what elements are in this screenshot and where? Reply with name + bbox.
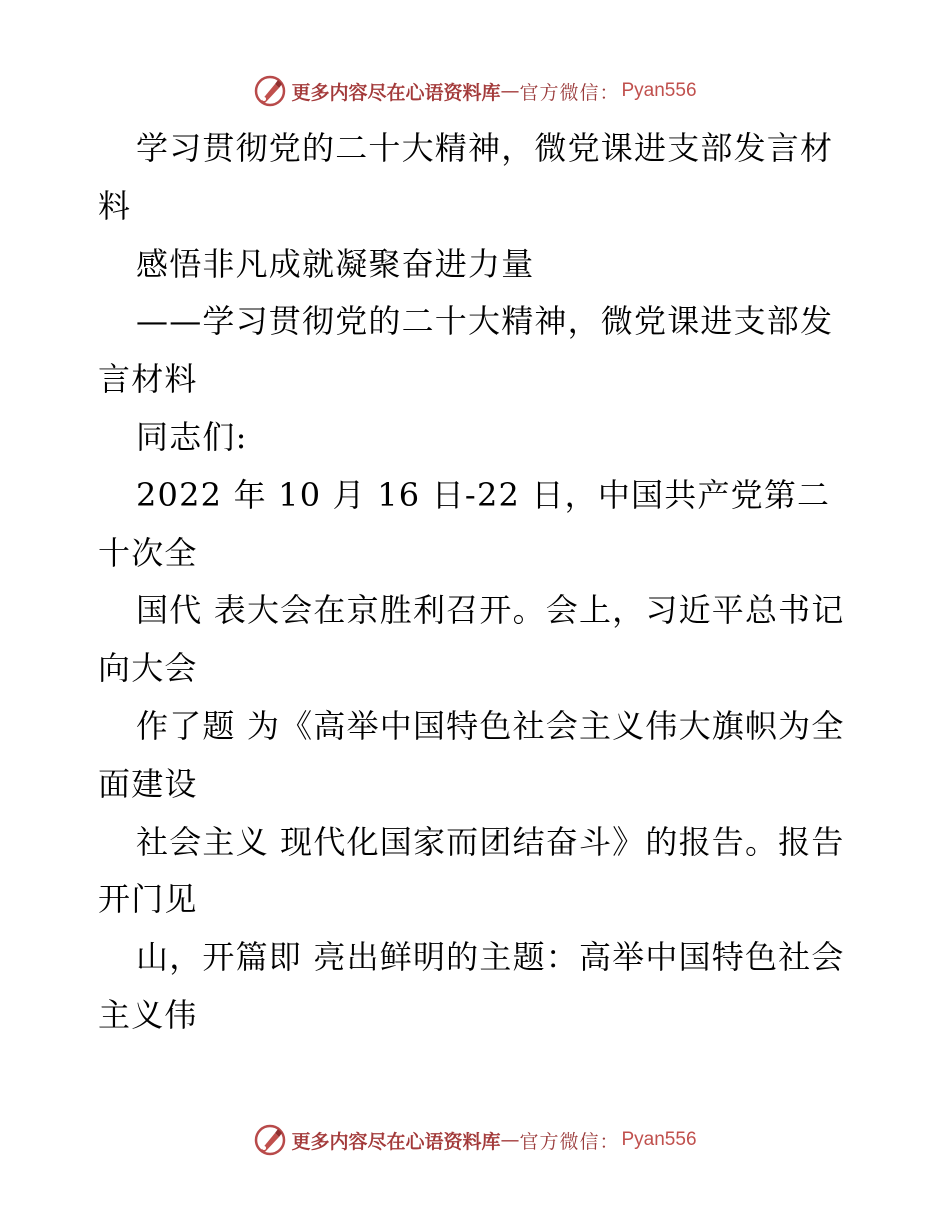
pen-nib-logo-icon xyxy=(253,1123,287,1157)
document-body xyxy=(98,120,858,1045)
banner-wechat-handle: Pyan556 xyxy=(621,1129,697,1150)
footer-banner xyxy=(0,1120,950,1160)
doc-salutation: 同志们: xyxy=(136,417,248,456)
doc-paragraph: 2022 年 10 月 16 日-22 日，中国共产党第二十次全 xyxy=(98,475,831,572)
banner-brand-text: 更多内容尽在心语资料库 xyxy=(291,81,501,104)
doc-paragraph: 山，开篇即 亮出鲜明的主题：高举中国特色社会主义伟 xyxy=(98,938,845,1034)
doc-paragraph: 作了题 为《高举中国特色社会主义伟大旗帜为全面建设 xyxy=(98,706,845,803)
pen-nib-logo-icon xyxy=(253,74,287,108)
banner-wechat-handle: Pyan556 xyxy=(621,80,697,101)
banner-brand-text: 更多内容尽在心语资料库 xyxy=(291,1130,501,1153)
banner-wechat-label: 官方微信： xyxy=(519,1130,620,1153)
doc-heading: 感悟非凡成就凝聚奋进力量 xyxy=(136,244,535,283)
header-banner xyxy=(0,71,950,111)
banner-dash: — xyxy=(500,1129,520,1151)
doc-title: 学习贯彻党的二十大精神，微党课进支部发言材料 xyxy=(98,129,834,225)
banner-wechat-label: 官方微信： xyxy=(519,81,620,104)
doc-subheading: ——学习贯彻党的二十大精神，微党课进支部发言材料 xyxy=(98,302,834,399)
doc-paragraph: 国代 表大会在京胜利召开。会上，习近平总书记向大会 xyxy=(98,591,845,688)
doc-paragraph: 社会主义 现代化国家而团结奋斗》的报告。报告开门见 xyxy=(98,822,845,919)
banner-dash: — xyxy=(500,80,520,102)
